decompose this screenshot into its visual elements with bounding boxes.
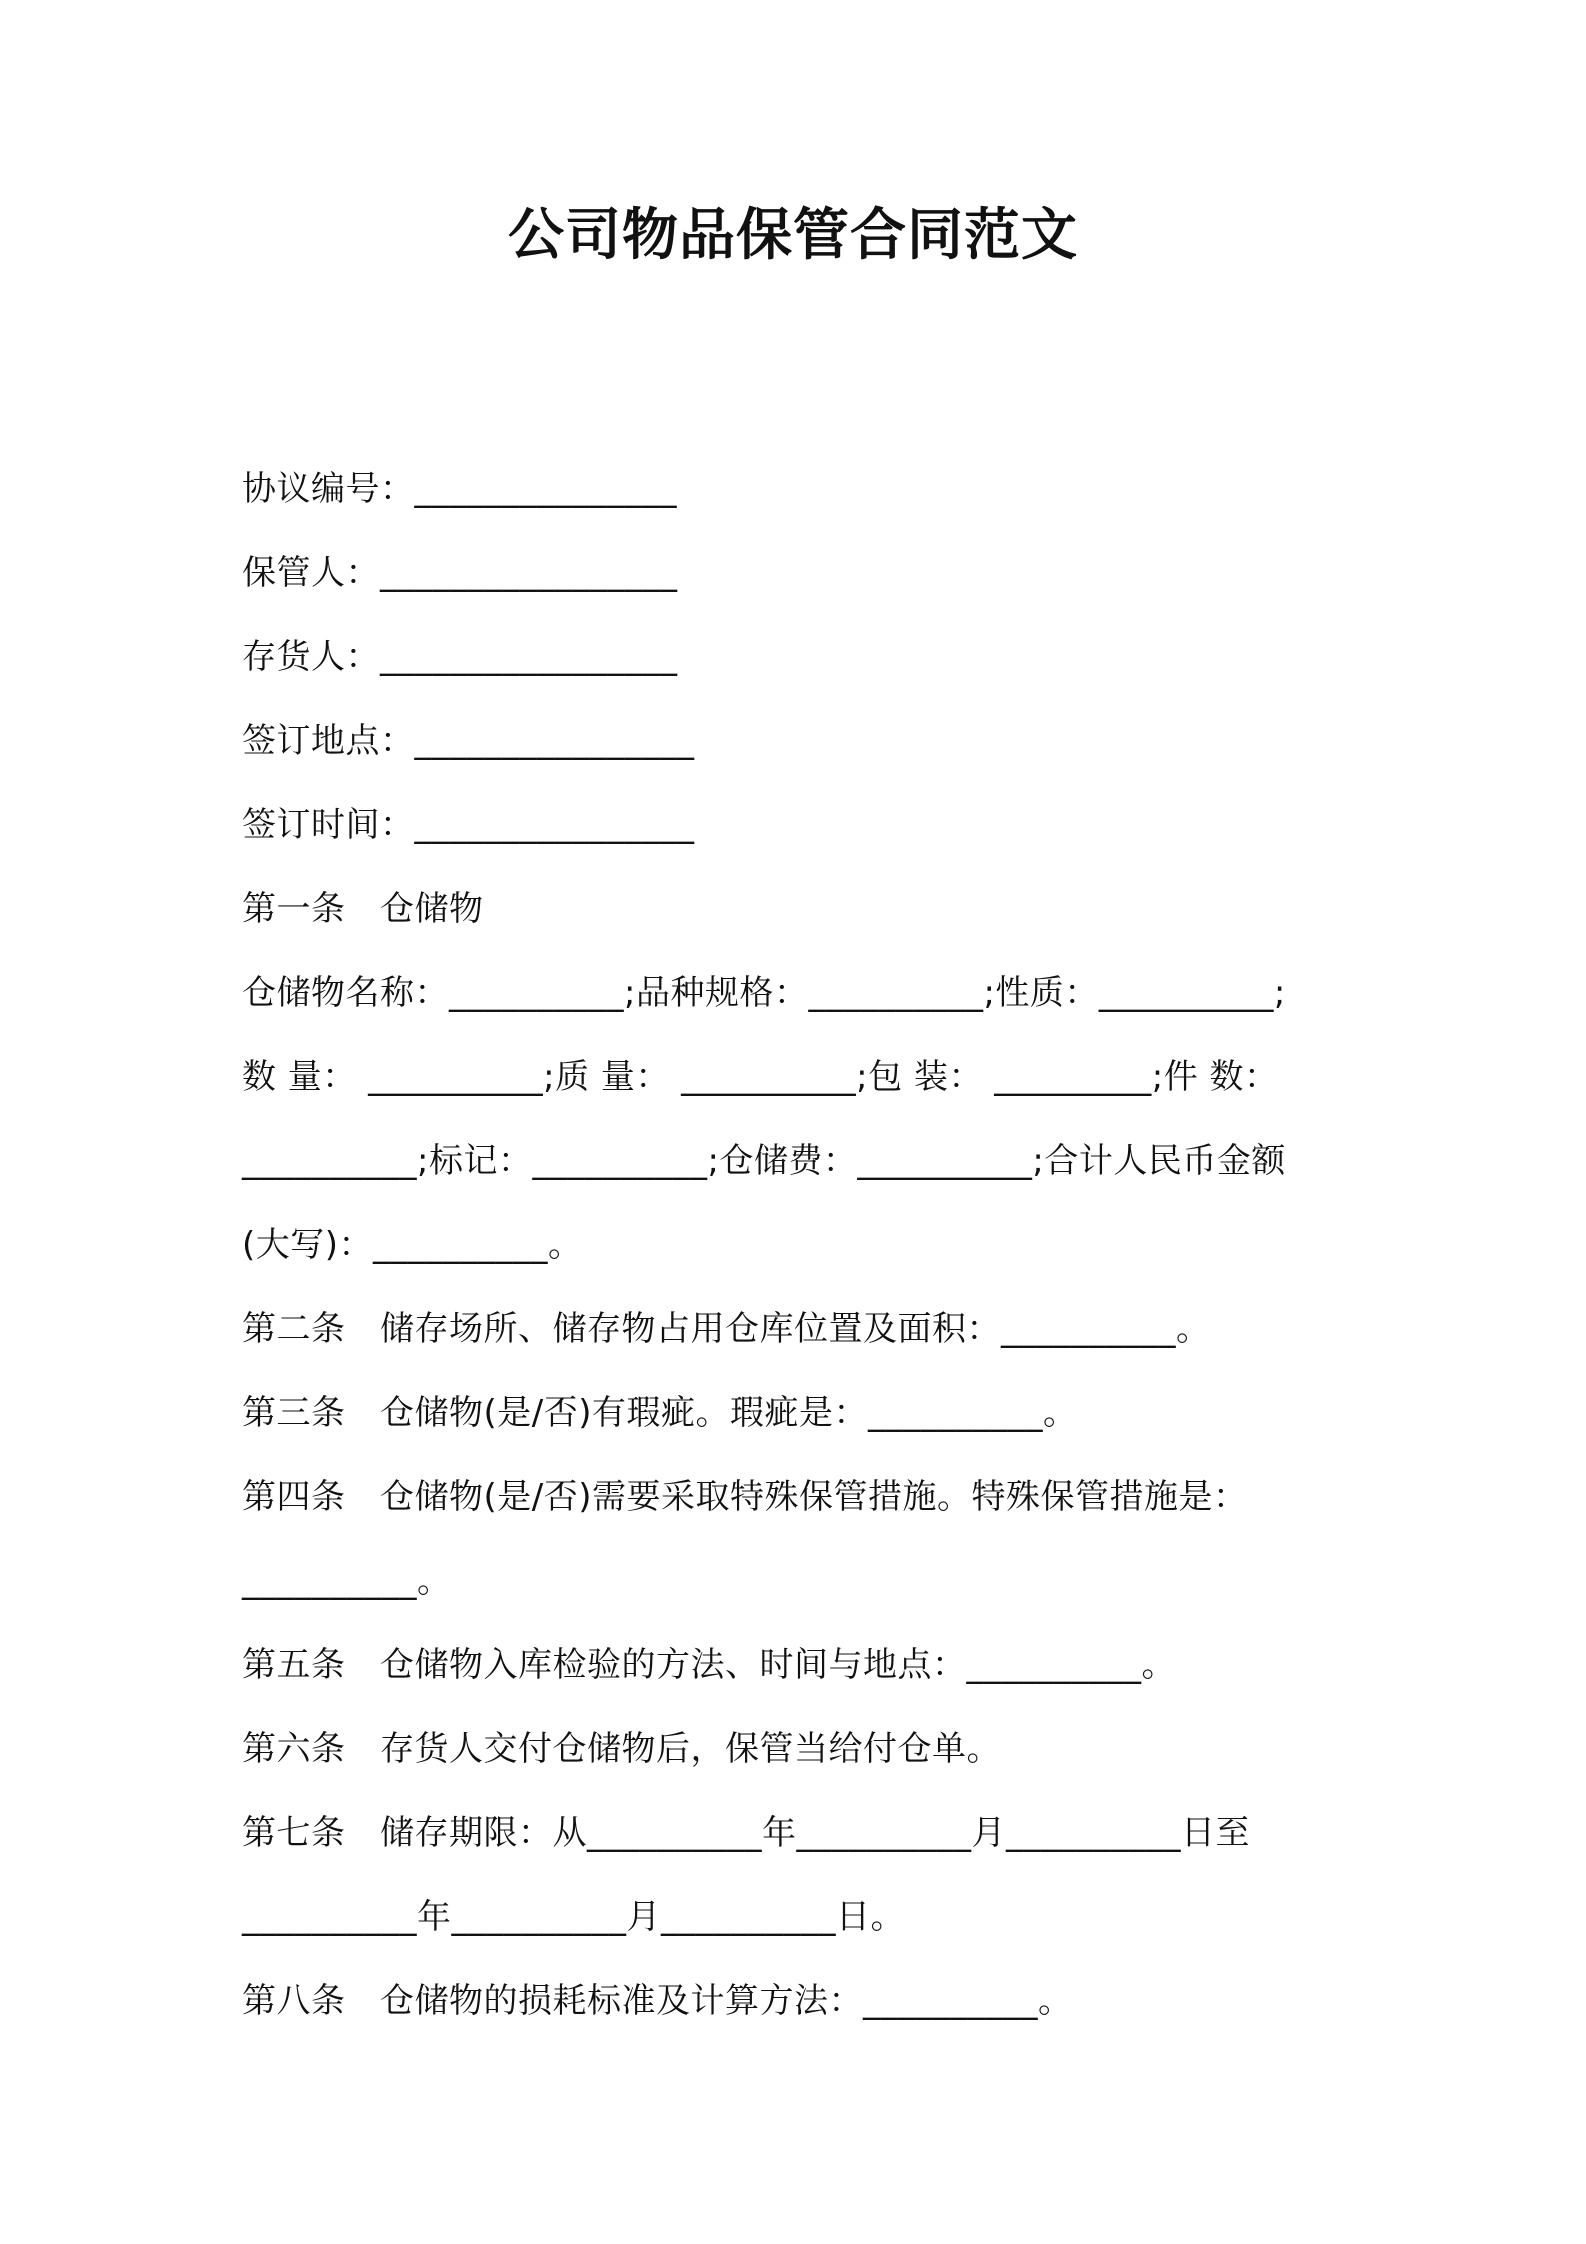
article-4-line-2: __________。	[242, 1561, 452, 1601]
custodian-line: 保管人：_________________	[242, 553, 678, 593]
article-4-line-1: 第四条 仓储物(是/否)需要采取特殊保管措施。特殊保管措施是：	[242, 1477, 1248, 1517]
article-8-line: 第八条 仓储物的损耗标准及计算方法：__________。	[242, 1981, 1073, 2021]
signing-place-line: 签订地点：________________	[242, 721, 695, 761]
depositor-line: 存货人：_________________	[242, 637, 678, 677]
document-body	[242, 447, 1352, 2043]
article-7-line-2: __________年__________月__________日。	[242, 1897, 905, 1937]
article-2-line: 第二条 储存场所、储存物占用仓库位置及面积：__________。	[242, 1309, 1211, 1349]
article-6-line: 第六条 存货人交付仓储物后，保管当给付仓单。	[242, 1729, 1001, 1769]
article-1-line-2: 数 量： __________;质 量： __________;包 装： _________;件 数：	[242, 1057, 1279, 1097]
signing-time-line: 签订时间：________________	[242, 805, 695, 845]
document-title: 公司物品保管合同范文	[508, 203, 1078, 268]
article-7-line-1: 第七条 储存期限：从__________年__________月__________日至	[242, 1813, 1250, 1853]
article-5-line: 第五条 仓储物入库检验的方法、时间与地点：__________。	[242, 1645, 1176, 1685]
article-1-heading: 第一条 仓储物	[242, 889, 484, 929]
article-1-line-1: 仓储物名称：__________;品种规格：__________;性质：__________;	[242, 973, 1286, 1013]
article-1-line-3: __________;标记：__________;仓储费：__________;合计人民币金额	[242, 1141, 1286, 1181]
article-1-line-4: (大写)：__________。	[242, 1225, 583, 1265]
article-3-line: 第三条 仓储物(是/否)有瑕疵。瑕疵是：__________。	[242, 1393, 1078, 1433]
agreement-number-line: 协议编号：_______________	[242, 469, 677, 509]
